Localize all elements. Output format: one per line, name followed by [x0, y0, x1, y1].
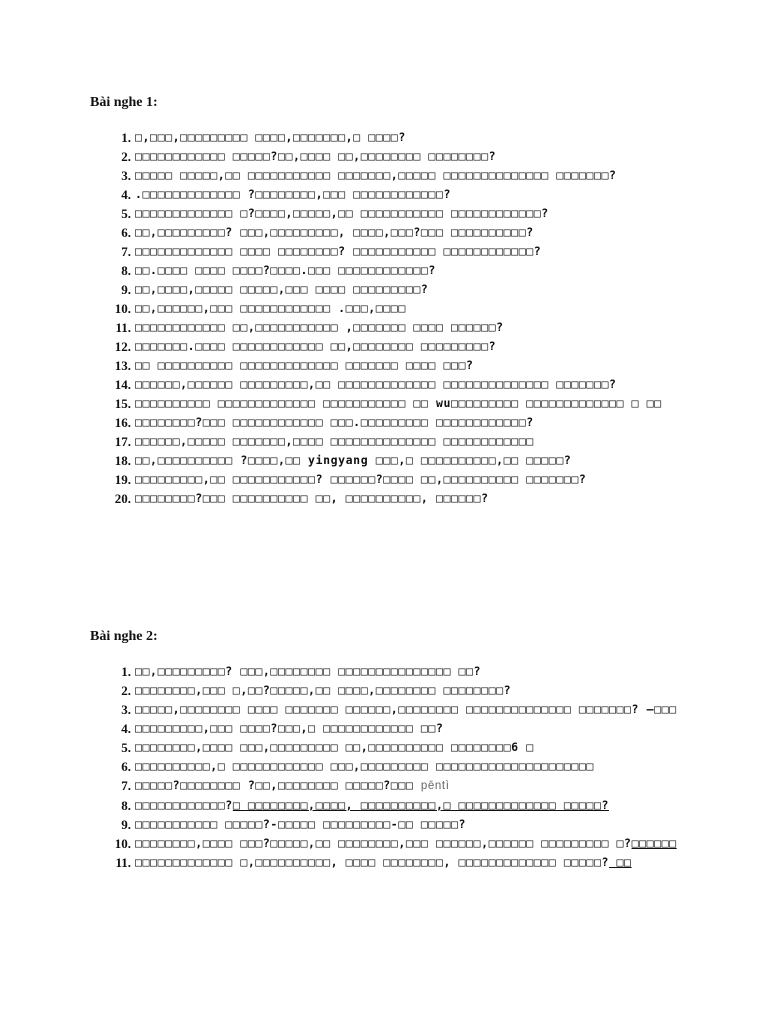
list-item: [90, 356, 690, 375]
item-text-main: □□□□□□□□□□□□?: [135, 798, 233, 812]
list-item: [90, 853, 690, 872]
item-text-main: □□,□□□□,□□□□□ □□□□□,□□□ □□□□ □□□□□□□□□?: [135, 282, 429, 296]
item-text: [133, 280, 683, 299]
item-text-main: □□.□□□□ □□□□ □□□□?□□□□.□□□ □□□□□□□□□□□□?: [135, 263, 436, 277]
item-text-main: □,□□□,□□□□□□□□□ □□□□,□□□□□□□,□ □□□□?: [135, 130, 406, 144]
list-item: [90, 432, 690, 451]
list-item: [90, 700, 690, 719]
list-item: [90, 185, 690, 204]
item-number: 9.: [121, 817, 131, 832]
item-text: [133, 223, 683, 242]
item-number: 19.: [114, 472, 131, 487]
item-text: [133, 375, 683, 394]
item-number: 7.: [121, 244, 131, 259]
item-number: 7.: [121, 778, 131, 793]
list-item: [90, 815, 690, 834]
item-text: [133, 489, 683, 508]
item-text-main: □□□□□□□□□□□□□ □□□□ □□□□□□□□? □□□□□□□□□□□ □□□□□□□□□□□□?: [135, 244, 542, 258]
item-text-main: □□□□□□□□□,□□□ □□□□?□□□,□ □□□□□□□□□□□□ □□?: [135, 721, 444, 735]
item-text: [133, 356, 683, 375]
item-number: 2.: [121, 149, 131, 164]
list-item: [90, 242, 690, 261]
list-item: [90, 719, 690, 738]
item-text: [133, 451, 683, 470]
item-number: 4.: [121, 187, 131, 202]
list-item: [90, 147, 690, 166]
item-text: [133, 261, 683, 280]
item-number: 3.: [121, 168, 131, 183]
item-number: 12.: [114, 339, 131, 354]
item-text-main: □□□□□□□□□□□□□ □,□□□□□□□□□□, □□□□ □□□□□□□□, □□□□□□□□□□□□□ □□□□□?: [135, 855, 609, 869]
item-number: 8.: [121, 263, 131, 278]
item-number: 18.: [114, 453, 131, 468]
item-text-underlined: □ □□□□□□□□,□□□□, □□□□□□□□□□,□ □□□□□□□□□□□□□ □□□□□?: [232, 798, 609, 812]
item-number: 11.: [115, 320, 131, 335]
item-number: 16.: [114, 415, 131, 430]
item-text-main: □□□□□□□□?□□□ □□□□□□□□□□□□ □□□.□□□□□□□□□ □□□□□□□□□□□□?: [135, 415, 534, 429]
list-item: [90, 796, 690, 815]
list-item: [90, 757, 690, 776]
list-item: [90, 662, 690, 681]
item-text: [133, 853, 683, 872]
item-number: 9.: [121, 282, 131, 297]
list-item: [90, 394, 690, 413]
item-text: [133, 796, 683, 815]
item-text: [133, 413, 683, 432]
item-text-underlined: □□□□□□: [631, 836, 677, 850]
item-number: 15.: [114, 396, 131, 411]
list-item: [90, 261, 690, 280]
item-number: 5.: [121, 740, 131, 755]
item-text-main: □□,□□□□□□□□□□ ?□□□□,□□ yingyang □□□,□ □□□□□□□□□□,□□ □□□□□?: [135, 453, 572, 467]
item-text: [133, 394, 683, 413]
item-text-main: .□□□□□□□□□□□□□ ?□□□□□□□□,□□□ □□□□□□□□□□□□?: [135, 187, 451, 201]
item-text-main: □□□□□,□□□□□□□□ □□□□ □□□□□□□ □□□□□□,□□□□□□□□ □□□□□□□□□□□□□□ □□□□□□□? —□□□: [135, 702, 677, 716]
item-number: 8.: [121, 798, 131, 813]
item-text-main: □□□□□□□□,□□□ □,□□?□□□□□,□□ □□□□,□□□□□□□□ □□□□□□□□?: [135, 683, 512, 697]
item-text: [133, 757, 683, 776]
item-text: [133, 432, 683, 451]
section-bai-nghe-2: [90, 629, 690, 872]
item-number: 13.: [114, 358, 131, 373]
item-text: [133, 242, 683, 261]
list-item: [90, 681, 690, 700]
list-item: [90, 166, 690, 185]
item-number: 1.: [121, 664, 131, 679]
item-text-main: □□□□□□□□□□□□ □□□□□?□□,□□□□ □□,□□□□□□□□ □□□□□□□□?: [135, 149, 497, 163]
item-text-main: □□,□□□□□□□□□? □□□,□□□□□□□□ □□□□□□□□□□□□□□□ □□?: [135, 664, 482, 678]
item-text: [133, 719, 683, 738]
question-list: [90, 128, 690, 508]
item-text: [133, 318, 683, 337]
item-text-main: □□□□□□□□□□ □□□□□□□□□□□□□ □□□□□□□□□□□ □□ wu□□□□□□□□□ □□□□□□□□□□□□□ □ □□: [135, 396, 662, 410]
item-text: [133, 299, 683, 318]
item-text-main: □□□□□□□□□□□□ □□,□□□□□□□□□□□ ,□□□□□□□ □□□□ □□□□□□?: [135, 320, 504, 334]
item-text-main: □□□□□□,□□□□□ □□□□□□□,□□□□ □□□□□□□□□□□□□□ □□□□□□□□□□□□: [135, 434, 534, 448]
item-number: 14.: [114, 377, 131, 392]
item-text-main: □□,□□□□□□,□□□ □□□□□□□□□□□□ .□□□,□□□□: [135, 301, 406, 315]
list-item: [90, 299, 690, 318]
item-number: 4.: [121, 721, 131, 736]
item-text-main: □□□□□ □□□□□,□□ □□□□□□□□□□□ □□□□□□□,□□□□□ □□□□□□□□□□□□□□ □□□□□□□?: [135, 168, 617, 182]
item-text-main: □□ □□□□□□□□□□ □□□□□□□□□□□□□ □□□□□□□ □□□□ □□□?: [135, 358, 474, 372]
item-text: [133, 185, 683, 204]
item-text-main: □□□□□□□□,□□□□ □□□?□□□□□,□□ □□□□□□□□,□□□ □□□□□□,□□□□□□ □□□□□□□□□ □?: [135, 836, 632, 850]
list-item: [90, 223, 690, 242]
list-item: [90, 318, 690, 337]
item-text-main: □□□□□□□□?□□□ □□□□□□□□□□ □□, □□□□□□□□□□, □□□□□□?: [135, 491, 489, 505]
section-title: Bài nghe 1:: [90, 95, 158, 110]
item-number: 5.: [121, 206, 131, 221]
item-text: [133, 738, 683, 757]
item-number: 2.: [121, 683, 131, 698]
list-item: [90, 413, 690, 432]
item-text-main: □□□□□□□□,□□□□ □□□,□□□□□□□□□ □□,□□□□□□□□□□ □□□□□□□□6 □: [135, 740, 534, 754]
list-item: [90, 776, 690, 796]
list-item: [90, 451, 690, 470]
item-text-main: □□□□□□□□□□□□□ □?□□□□,□□□□□,□□ □□□□□□□□□□□ □□□□□□□□□□□□?: [135, 206, 549, 220]
item-text: [133, 470, 683, 489]
item-text-main: □□□□□□□□□,□□ □□□□□□□□□□□? □□□□□□?□□□□ □□,□□□□□□□□□□ □□□□□□□?: [135, 472, 587, 486]
item-text: [133, 147, 683, 166]
list-item: [90, 375, 690, 394]
list-item: [90, 470, 690, 489]
item-number: 6.: [121, 225, 131, 240]
item-text-underlined: □□: [609, 855, 632, 869]
question-list: [90, 662, 690, 872]
item-text: [133, 166, 683, 185]
item-text: [133, 700, 683, 719]
item-number: 3.: [121, 702, 131, 717]
item-text-main: □□□□□□□□□□□ □□□□□?-□□□□□ □□□□□□□□□-□□ □□□□□?: [135, 817, 467, 831]
item-text-main: □□□□□?□□□□□□□□ ?□□,□□□□□□□□ □□□□□?□□□: [135, 778, 421, 792]
list-item: [90, 337, 690, 356]
item-number: 10.: [114, 301, 131, 316]
item-text: [133, 128, 683, 147]
item-text-main: □□□□□□,□□□□□□ □□□□□□□□□,□□ □□□□□□□□□□□□□ □□□□□□□□□□□□□□ □□□□□□□?: [135, 377, 617, 391]
section-title: Bài nghe 2:: [90, 629, 158, 644]
item-text: [133, 834, 683, 853]
item-text: [133, 681, 683, 700]
item-number: 11.: [115, 855, 131, 870]
list-item: [90, 738, 690, 757]
list-item: [90, 204, 690, 223]
section-bai-nghe-1: [90, 95, 690, 508]
item-number: 10.: [114, 836, 131, 851]
item-text-main: □□,□□□□□□□□□? □□□,□□□□□□□□□, □□□□,□□□?□□□ □□□□□□□□□□?: [135, 225, 534, 239]
item-text: [133, 337, 683, 356]
item-text: [133, 204, 683, 223]
item-text: [133, 662, 683, 681]
item-number: 20.: [114, 491, 131, 506]
list-item: [90, 834, 690, 853]
item-text-main: □□□□□□□□□□,□ □□□□□□□□□□□□ □□□,□□□□□□□□□ □□□□□□□□□□□□□□□□□□□□□: [135, 759, 594, 773]
list-item: [90, 489, 690, 508]
item-number: 17.: [114, 434, 131, 449]
item-number: 1.: [121, 130, 131, 145]
item-text: [133, 776, 683, 796]
list-item: [90, 280, 690, 299]
item-number: 6.: [121, 759, 131, 774]
item-text-pinyin: pēntì: [420, 780, 450, 792]
item-text: [133, 815, 683, 834]
item-text-main: □□□□□□□.□□□□ □□□□□□□□□□□□ □□,□□□□□□□□ □□□□□□□□□?: [135, 339, 497, 353]
list-item: [90, 128, 690, 147]
